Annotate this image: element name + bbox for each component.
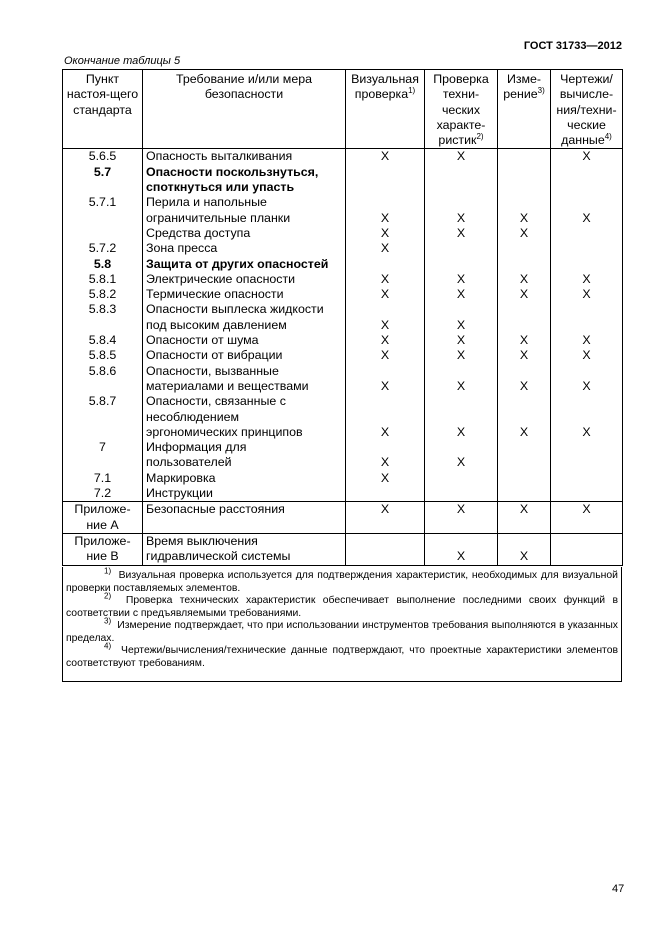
drawings-cell: X <box>551 333 623 348</box>
visual-check-cell <box>346 165 425 180</box>
requirement-cell: Защита от других опасностей <box>143 257 346 272</box>
point-cell: 5.8.7 <box>63 394 143 409</box>
visual-check-cell <box>346 302 425 317</box>
technical-check-cell <box>425 440 498 455</box>
technical-check-cell: X <box>425 502 498 518</box>
point-cell: Приложе- <box>63 533 143 549</box>
table-row <box>63 425 623 440</box>
drawings-cell: X <box>551 149 623 165</box>
requirement-cell: Безопасные расстояния <box>143 502 346 518</box>
page-number: 47 <box>612 883 625 895</box>
requirement-cell: несоблюдением <box>143 410 346 425</box>
table-row <box>63 379 623 394</box>
technical-check-cell: X <box>425 149 498 165</box>
visual-check-cell: X <box>346 211 425 226</box>
requirement-cell: эргономических принципов <box>143 425 346 440</box>
drawings-cell: X <box>551 272 623 287</box>
point-cell <box>63 379 143 394</box>
table-row <box>63 394 623 409</box>
footnote <box>63 641 621 670</box>
drawings-cell <box>551 394 623 409</box>
measurement-cell <box>498 455 551 470</box>
technical-check-cell: X <box>425 379 498 394</box>
visual-check-cell <box>346 410 425 425</box>
header-point: Пункт настоя-щего стандарта <box>63 70 143 149</box>
measurement-cell <box>498 241 551 256</box>
table-row <box>63 241 623 256</box>
requirement-cell: под высоким давлением <box>143 318 346 333</box>
technical-check-cell: X <box>425 549 498 565</box>
measurement-cell <box>498 410 551 425</box>
technical-check-cell: X <box>425 287 498 302</box>
visual-check-cell: X <box>346 226 425 241</box>
visual-check-cell: X <box>346 455 425 470</box>
visual-check-cell: X <box>346 318 425 333</box>
visual-check-cell: X <box>346 425 425 440</box>
visual-check-cell <box>346 518 425 534</box>
measurement-cell: X <box>498 272 551 287</box>
technical-check-cell: X <box>425 348 498 363</box>
requirement-cell: Опасности, вызванные <box>143 364 346 379</box>
technical-check-cell: X <box>425 333 498 348</box>
requirement-cell: Перила и напольные <box>143 195 346 210</box>
drawings-cell <box>551 195 623 210</box>
drawings-cell: X <box>551 211 623 226</box>
measurement-cell: X <box>498 549 551 565</box>
visual-check-cell: X <box>346 502 425 518</box>
technical-check-cell <box>425 302 498 317</box>
table-row <box>63 549 623 565</box>
measurement-cell <box>498 518 551 534</box>
requirement-cell: Опасности от вибрации <box>143 348 346 363</box>
visual-check-cell <box>346 257 425 272</box>
point-cell: 5.8.4 <box>63 333 143 348</box>
footnote-text: Измерение подтверждает, что при использовании инструментов требования выполняются в указанных пределах. <box>66 620 618 644</box>
header-requirement: Требование и/или мера безопасности <box>143 70 346 149</box>
visual-check-cell <box>346 486 425 502</box>
measurement-cell: X <box>498 425 551 440</box>
drawings-cell <box>551 180 623 195</box>
technical-check-cell <box>425 257 498 272</box>
point-cell: 5.8.3 <box>63 302 143 317</box>
visual-check-cell <box>346 195 425 210</box>
technical-check-cell <box>425 195 498 210</box>
drawings-cell <box>551 440 623 455</box>
table-row <box>63 502 623 518</box>
drawings-cell <box>551 549 623 565</box>
table-row <box>63 180 623 195</box>
table-row <box>63 486 623 502</box>
drawings-cell <box>551 518 623 534</box>
point-cell <box>63 226 143 241</box>
visual-check-cell <box>346 549 425 565</box>
visual-check-cell: X <box>346 471 425 486</box>
footnotes-box <box>62 567 622 682</box>
point-cell: 5.7 <box>63 165 143 180</box>
requirement-cell: Опасности выплеска жидкости <box>143 302 346 317</box>
point-cell: 5.6.5 <box>63 149 143 165</box>
point-cell: 7.1 <box>63 471 143 486</box>
point-cell <box>63 211 143 226</box>
header-measurement: Изме-рение$^{3)}$ <box>498 70 551 149</box>
measurement-cell <box>498 302 551 317</box>
point-cell: 5.8.2 <box>63 287 143 302</box>
table-row <box>63 348 623 363</box>
table-row <box>63 149 623 165</box>
footnote-text: Визуальная проверка используется для подтверждения характеристик, необходимых для визуальной проверки поставляемых элементов. <box>66 570 618 594</box>
drawings-cell <box>551 471 623 486</box>
requirement-cell: Маркировка <box>143 471 346 486</box>
technical-check-cell: X <box>425 272 498 287</box>
point-cell: 5.8 <box>63 257 143 272</box>
requirement-cell: Инструкции <box>143 486 346 502</box>
requirement-cell: пользователей <box>143 455 346 470</box>
header-technical-check: Проверка техни-ческих характе-ристик$^{2)}$ <box>425 70 498 149</box>
drawings-cell <box>551 257 623 272</box>
point-cell: 7 <box>63 440 143 455</box>
technical-check-cell <box>425 180 498 195</box>
requirement-cell: Опасности, связанные с <box>143 394 346 409</box>
table-body <box>63 149 623 565</box>
footnote-mark: 2) <box>104 591 112 601</box>
point-cell <box>63 425 143 440</box>
header-drawings: Чертежи/ вычисле-ния/техни-ческие данные$^{4)}$ <box>551 70 623 149</box>
measurement-cell: X <box>498 211 551 226</box>
visual-check-cell: X <box>346 333 425 348</box>
measurement-cell <box>498 257 551 272</box>
table-row <box>63 471 623 486</box>
requirement-cell: материалами и веществами <box>143 379 346 394</box>
point-cell: ние В <box>63 549 143 565</box>
requirements-table <box>62 69 623 566</box>
technical-check-cell: X <box>425 318 498 333</box>
footnote-text: Проверка технических характеристик обеспечивает выполнение последними своих функций в соответствии с предъявляемыми требованиями. <box>66 595 618 619</box>
requirement-cell: Зона пресса <box>143 241 346 256</box>
visual-check-cell: X <box>346 272 425 287</box>
measurement-cell: X <box>498 379 551 394</box>
measurement-cell: X <box>498 348 551 363</box>
table-continuation-caption: Окончание таблицы 5 <box>64 55 181 67</box>
table-row <box>63 533 623 549</box>
visual-check-cell <box>346 533 425 549</box>
drawings-cell: X <box>551 348 623 363</box>
header-visual-check: Визуальная проверка$^{1)}$ <box>346 70 425 149</box>
technical-check-cell <box>425 518 498 534</box>
table-row <box>63 272 623 287</box>
technical-check-cell: X <box>425 425 498 440</box>
drawings-cell <box>551 302 623 317</box>
point-cell: 5.8.6 <box>63 364 143 379</box>
measurement-cell <box>498 318 551 333</box>
table-row <box>63 518 623 534</box>
measurement-cell <box>498 486 551 502</box>
requirement-cell: Электрические опасности <box>143 272 346 287</box>
measurement-cell: X <box>498 333 551 348</box>
table-row <box>63 455 623 470</box>
drawings-cell <box>551 364 623 379</box>
visual-check-cell: X <box>346 379 425 394</box>
technical-check-cell <box>425 364 498 379</box>
technical-check-cell <box>425 165 498 180</box>
measurement-cell <box>498 440 551 455</box>
table-row <box>63 287 623 302</box>
footnote <box>63 616 621 645</box>
table-row <box>63 410 623 425</box>
table-row <box>63 257 623 272</box>
drawings-cell: X <box>551 425 623 440</box>
drawings-cell <box>551 226 623 241</box>
requirement-cell: Информация для <box>143 440 346 455</box>
table-row <box>63 211 623 226</box>
table-row <box>63 165 623 180</box>
table-header-row <box>63 70 623 149</box>
requirement-cell: Опасность выталкивания <box>143 149 346 165</box>
visual-check-cell: X <box>346 149 425 165</box>
visual-check-cell: X <box>346 348 425 363</box>
requirement-cell: Средства доступа <box>143 226 346 241</box>
drawings-cell <box>551 410 623 425</box>
requirement-cell: Опасности поскользнуться, <box>143 165 346 180</box>
point-cell <box>63 455 143 470</box>
footnote <box>63 591 621 620</box>
visual-check-cell <box>346 394 425 409</box>
drawings-cell <box>551 533 623 549</box>
drawings-cell <box>551 455 623 470</box>
table-row <box>63 364 623 379</box>
table-row <box>63 302 623 317</box>
measurement-cell <box>498 195 551 210</box>
measurement-cell: X <box>498 502 551 518</box>
technical-check-cell <box>425 486 498 502</box>
requirement-cell: гидравлической системы <box>143 549 346 565</box>
visual-check-cell <box>346 180 425 195</box>
technical-check-cell: X <box>425 226 498 241</box>
technical-check-cell: X <box>425 455 498 470</box>
measurement-cell <box>498 180 551 195</box>
point-cell: 5.8.5 <box>63 348 143 363</box>
standard-number: ГОСТ 31733—2012 <box>523 40 622 52</box>
table-row <box>63 226 623 241</box>
point-cell: 7.2 <box>63 486 143 502</box>
drawings-cell <box>551 165 623 180</box>
point-cell: ние А <box>63 518 143 534</box>
technical-check-cell <box>425 471 498 486</box>
point-cell <box>63 410 143 425</box>
visual-check-cell: X <box>346 287 425 302</box>
requirement-cell <box>143 518 346 534</box>
point-cell: 5.8.1 <box>63 272 143 287</box>
measurement-cell <box>498 533 551 549</box>
technical-check-cell <box>425 394 498 409</box>
visual-check-cell <box>346 364 425 379</box>
measurement-cell <box>498 394 551 409</box>
requirement-cell: Термические опасности <box>143 287 346 302</box>
measurement-cell <box>498 364 551 379</box>
table-row <box>63 195 623 210</box>
technical-check-cell <box>425 241 498 256</box>
footnote <box>63 566 621 595</box>
technical-check-cell <box>425 533 498 549</box>
technical-check-cell <box>425 410 498 425</box>
drawings-cell: X <box>551 379 623 394</box>
footnote-mark: 4) <box>104 641 112 651</box>
requirement-cell: споткнуться или упасть <box>143 180 346 195</box>
measurement-cell <box>498 149 551 165</box>
technical-check-cell: X <box>425 211 498 226</box>
footnote-mark: 1) <box>104 566 112 576</box>
table-row <box>63 333 623 348</box>
footnote-text: Чертежи/вычисления/технические данные подтверждают, что проектные характеристики элементов соответствуют требованиям. <box>66 645 618 669</box>
measurement-cell: X <box>498 287 551 302</box>
point-cell <box>63 180 143 195</box>
point-cell: 5.7.2 <box>63 241 143 256</box>
drawings-cell <box>551 318 623 333</box>
visual-check-cell <box>346 440 425 455</box>
requirement-cell: Время выключения <box>143 533 346 549</box>
drawings-cell <box>551 241 623 256</box>
drawings-cell <box>551 486 623 502</box>
visual-check-cell: X <box>346 241 425 256</box>
point-cell: Приложе- <box>63 502 143 518</box>
point-cell <box>63 318 143 333</box>
point-cell: 5.7.1 <box>63 195 143 210</box>
drawings-cell: X <box>551 502 623 518</box>
measurement-cell <box>498 165 551 180</box>
footnote-mark: 3) <box>104 616 112 626</box>
requirement-cell: Опасности от шума <box>143 333 346 348</box>
measurement-cell <box>498 471 551 486</box>
drawings-cell: X <box>551 287 623 302</box>
table-row <box>63 318 623 333</box>
measurement-cell: X <box>498 226 551 241</box>
table-row <box>63 440 623 455</box>
requirement-cell: ограничительные планки <box>143 211 346 226</box>
